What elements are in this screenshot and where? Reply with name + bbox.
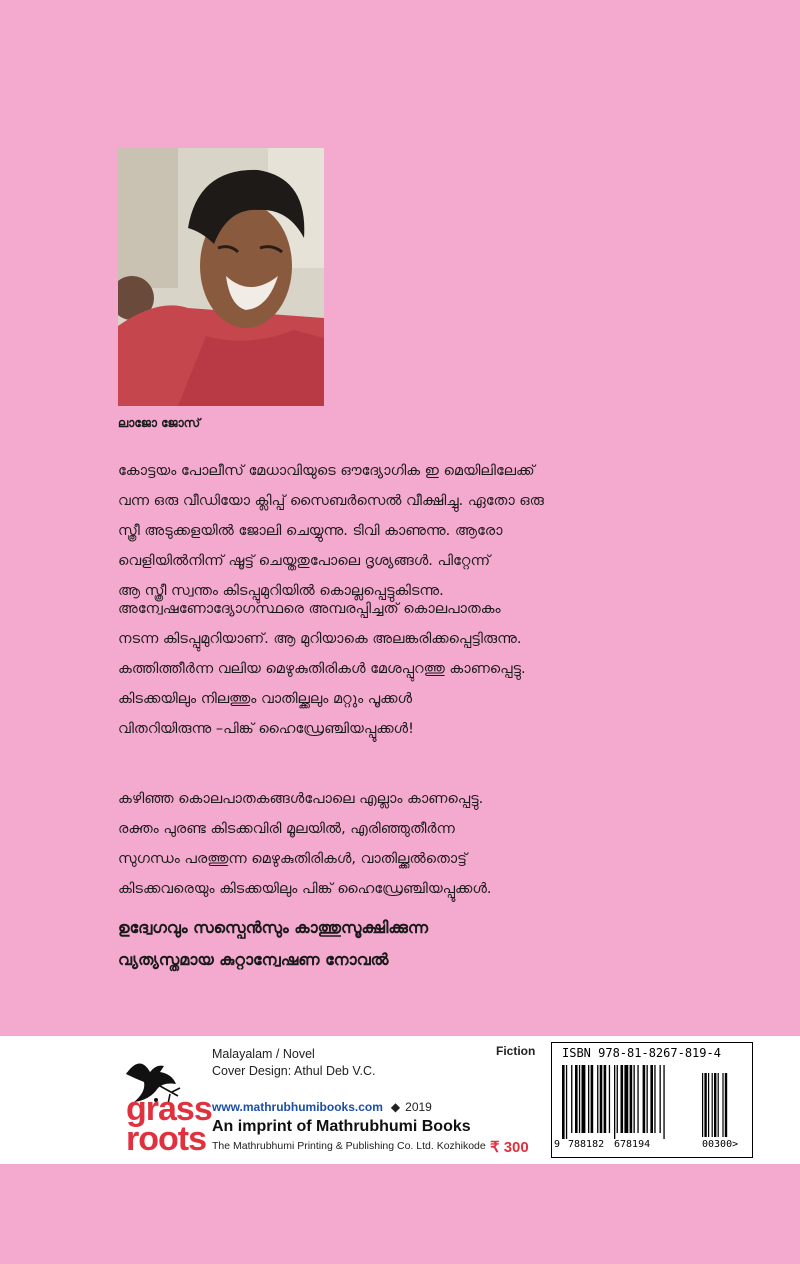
language-genre: Malayalam / Novel <box>212 1047 315 1061</box>
barcode-bar <box>634 1065 635 1133</box>
barcode-bar <box>604 1065 607 1133</box>
imprint-line: An imprint of Mathrubhumi Books <box>212 1118 471 1135</box>
barcode-bar <box>600 1065 603 1133</box>
category-label: Fiction <box>496 1044 536 1058</box>
diamond-icon: ◆ <box>390 1100 401 1114</box>
barcode-bar <box>566 1065 567 1139</box>
tagline-line: ഉദ്വേഗവും സസ്പെൻസും കാത്തുസൂക്ഷിക്കുന്ന <box>118 918 428 937</box>
printer-line: The Mathrubhumi Printing & Publishing Co. Ltd. Kozhikode <box>212 1140 486 1152</box>
barcode-addon-bar <box>702 1073 703 1137</box>
barcode-bar <box>624 1065 628 1133</box>
barcode-bar <box>562 1065 565 1139</box>
price-label: ₹ 300 <box>490 1139 529 1156</box>
barcode-addon-bar <box>714 1073 716 1137</box>
blurb-line: വിതറിയിരുന്നു –പിങ്ക് ഹൈഡ്രേഞ്ചിയപ്പൂക്കൾ! <box>118 721 414 737</box>
barcode-icon <box>562 1065 744 1139</box>
blurb-line: സ്ത്രീ അടുക്കളയിൽ ജോലി ചെയ്യുന്നു. ടിവി കാണുന്നു. ആരോ <box>118 523 503 539</box>
publisher-strip <box>0 1036 800 1164</box>
barcode-bar <box>609 1065 610 1133</box>
barcode-addon-bar <box>708 1073 709 1137</box>
barcode-bar <box>582 1065 586 1133</box>
tagline-line: വ്യത്യസ്തമായ കുറ്റാന്വേഷണ നോവൽ <box>118 950 389 969</box>
barcode-digits-right: 678194 <box>614 1139 651 1150</box>
barcode-addon-bar <box>722 1073 723 1137</box>
tagline <box>118 912 738 976</box>
barcode-addon-bar <box>718 1073 719 1137</box>
blurb-line: കഴിഞ്ഞ കൊലപാതകങ്ങൾപോലെ എല്ലാം കാണപ്പെട്ടു. <box>118 791 484 807</box>
barcode-bar <box>621 1065 624 1133</box>
barcode-bar <box>637 1065 638 1133</box>
barcode-bar <box>591 1065 594 1133</box>
barcode-bar <box>617 1065 618 1133</box>
barcode-bar <box>654 1065 655 1133</box>
blurb-line: വന്ന ഒരു വീഡിയോ ക്ലിപ്പ് സൈബർസെൽ വീക്ഷിച്ചു. ഏതോ ഒരു <box>118 493 544 509</box>
grassroots-logo <box>126 1090 212 1158</box>
blurb-line: നടന്ന കിടപ്പുമുറിയാണ്. ആ മുറിയാകെ അലങ്കരിക്കപ്പെട്ടിരുന്നു. <box>118 631 522 647</box>
author-photo <box>118 148 324 406</box>
isbn-label: ISBN 978-81-8267-819-4 <box>562 1046 721 1060</box>
blurb-paragraph-1 <box>118 456 718 606</box>
barcode-addon: 00300> <box>702 1139 739 1150</box>
blurb-line: കിടക്കയിലും നിലത്തും വാതില്ക്കലും മറ്റും പൂക്കൾ <box>118 691 413 707</box>
barcode-bar <box>660 1065 661 1133</box>
barcode-bar <box>579 1065 580 1133</box>
blurb-line: വെളിയിൽനിന്ന് ഷൂട്ട് ചെയ്തതുപോലെ ദൃശ്യങ്ങൾ. പിറ്റേന്ന് <box>118 553 491 569</box>
isbn-block <box>551 1042 753 1158</box>
barcode-digits-left: 788182 <box>568 1139 605 1150</box>
publication-year: 2019 <box>405 1100 432 1114</box>
blurb-line: കിടക്കവരെയും കിടക്കയിലും പിങ്ക് ഹൈഡ്രേഞ്ചിയപ്പൂക്കൾ. <box>118 881 492 897</box>
author-name-caption: ലാജോ ജോസ് <box>118 416 201 430</box>
website-line <box>212 1100 432 1114</box>
barcode-bar <box>575 1065 578 1133</box>
barcode-bar <box>630 1065 633 1133</box>
blurb-line: രക്തം പുരണ്ട കിടക്കവിരി മൂലയിൽ, എരിഞ്ഞുതീർന്ന <box>118 821 455 837</box>
blurb-paragraph-2 <box>118 594 718 744</box>
barcode-bar <box>571 1065 572 1133</box>
blurb-line: കത്തിത്തീർന്ന വലിയ മെഴുകുതിരികൾ മേശപ്പുറത്തു കാണപ്പെട്ടു. <box>118 661 526 677</box>
barcode-bar <box>588 1065 589 1133</box>
blurb-paragraph-3 <box>118 784 718 904</box>
blurb-line: സുഗന്ധം പരത്തുന്ന മെഴുകുതിരികൾ, വാതില്ക്കൽതൊട്ട് <box>118 851 467 867</box>
cover-design-credit: Cover Design: Athul Deb V.C. <box>212 1064 376 1078</box>
book-meta <box>212 1046 376 1080</box>
logo-line-1: grass <box>126 1090 212 1128</box>
barcode-bar <box>614 1065 615 1139</box>
barcode-addon-bar <box>704 1073 706 1137</box>
barcode-digit-first: 9 <box>554 1139 561 1150</box>
barcode-bar <box>597 1065 598 1133</box>
barcode-addon-bar <box>725 1073 727 1137</box>
barcode-bar <box>647 1065 648 1133</box>
blurb-line: കോട്ടയം പോലീസ് മേധാവിയുടെ ഔദ്യോഗിക ഇ മെയിലിലേക്ക് <box>118 463 535 479</box>
barcode-bar <box>650 1065 653 1133</box>
blurb-line: ആ സ്ത്രീ സ്വന്തം കിടപ്പുമുറിയിൽ കൊല്ലപ്പെട്ടുകിടന്നു. <box>118 583 444 599</box>
barcode-bar <box>643 1065 646 1133</box>
logo-line-2: roots <box>126 1120 206 1158</box>
barcode-bar <box>663 1065 664 1139</box>
barcode-addon-bar <box>712 1073 713 1137</box>
blurb-line: അന്വേഷണോദ്യോഗസ്ഥരെ അമ്പരപ്പിച്ചത് കൊലപാതകം <box>118 601 501 617</box>
website-link[interactable]: www.mathrubhumibooks.com <box>212 1100 383 1114</box>
